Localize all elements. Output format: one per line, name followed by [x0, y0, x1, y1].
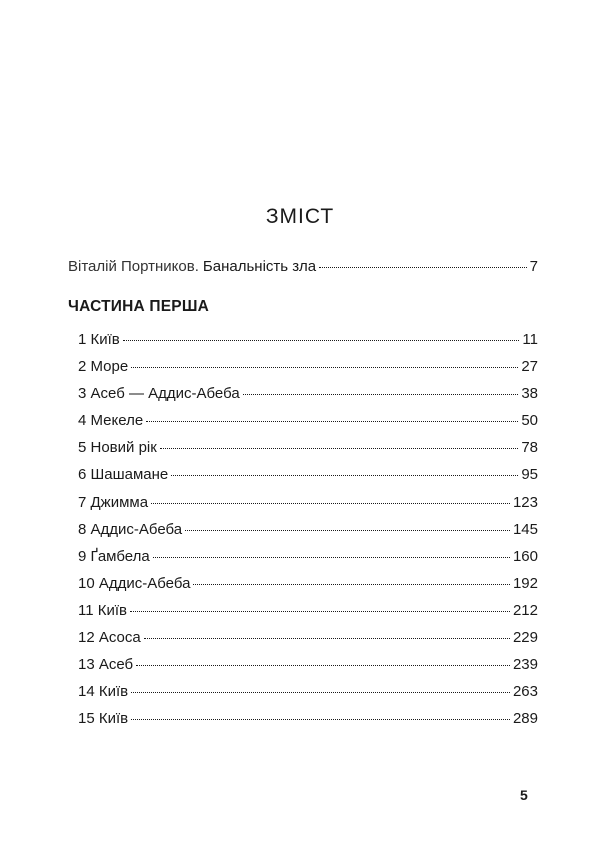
toc-chapter-entry[interactable] — [78, 520, 538, 540]
dot-leader — [131, 692, 510, 693]
section-title: ЧАСТИНА ПЕРША — [68, 298, 209, 315]
chapter-label: 1 Київ — [78, 331, 120, 348]
chapter-label: 7 Джимма — [78, 493, 149, 511]
dot-leader — [243, 394, 519, 395]
toc-chapter-entry[interactable] — [78, 465, 538, 485]
toc-chapter-entry[interactable] — [78, 330, 538, 350]
dot-leader — [153, 557, 510, 558]
dot-leader — [131, 367, 518, 368]
dot-leader — [319, 267, 527, 268]
chapter-page: 38 — [521, 385, 538, 403]
toc-chapter-entry[interactable] — [78, 547, 538, 567]
chapter-page: 239 — [512, 656, 538, 674]
foreword-author: Віталій Портников. — [68, 258, 199, 275]
chapter-page: 95 — [521, 466, 538, 484]
toc-chapter-entry[interactable] — [78, 574, 538, 594]
chapter-label: 15 Київ — [78, 710, 129, 728]
chapter-page: 212 — [512, 601, 538, 619]
dot-leader — [144, 638, 510, 639]
chapter-page: 263 — [512, 683, 538, 701]
toc-chapter-entry[interactable] — [78, 682, 538, 702]
chapter-label: 3 Асеб — Аддис-Абеба — [78, 385, 240, 403]
page-number: 5 — [520, 787, 528, 803]
foreword-title: Банальність зла — [202, 258, 317, 275]
chapter-page: 192 — [512, 574, 538, 592]
toc-chapter-entry[interactable] — [78, 384, 538, 404]
chapter-label: 10 Аддис-Абеба — [78, 574, 191, 592]
toc-chapter-entry[interactable] — [78, 357, 538, 377]
chapter-label: 5 Новий рік — [78, 439, 157, 457]
dot-leader — [130, 611, 510, 612]
foreword-page: 7 — [529, 258, 538, 275]
chapter-label: 8 Аддис-Абеба — [78, 520, 183, 538]
chapter-page: 11 — [522, 331, 538, 348]
chapter-label: 4 Мекеле — [78, 412, 144, 430]
chapter-page: 145 — [512, 520, 538, 538]
chapter-page: 50 — [521, 412, 538, 430]
toc-chapter-entry[interactable] — [78, 411, 538, 431]
dot-leader — [131, 719, 510, 720]
chapter-label: 14 Київ — [78, 683, 129, 701]
dot-leader — [193, 584, 510, 585]
chapter-label: 12 Асоса — [78, 629, 141, 647]
dot-leader — [146, 421, 518, 422]
toc-chapter-entry[interactable] — [78, 628, 538, 648]
dot-leader — [171, 475, 518, 476]
toc-chapter-entry[interactable] — [78, 438, 538, 458]
toc-foreword-entry[interactable] — [68, 257, 538, 277]
chapter-page: 160 — [512, 547, 538, 565]
toc-chapter-entry[interactable] — [78, 601, 538, 621]
chapter-page: 289 — [512, 710, 538, 728]
chapter-page: 27 — [521, 358, 538, 376]
chapter-list — [78, 330, 538, 736]
chapter-label: 13 Асеб — [78, 656, 134, 674]
chapter-page: 123 — [512, 493, 538, 511]
chapter-page: 78 — [521, 439, 538, 457]
dot-leader — [160, 448, 518, 449]
chapter-page: 229 — [512, 629, 538, 647]
chapter-label: 9 Ґамбела — [78, 547, 150, 565]
chapter-label: 11 Київ — [78, 601, 127, 619]
toc-chapter-entry[interactable] — [78, 655, 538, 675]
toc-chapter-entry[interactable] — [78, 709, 538, 729]
toc-title: ЗМІСТ — [265, 205, 335, 228]
dot-leader — [136, 665, 510, 666]
toc-chapter-entry[interactable] — [78, 493, 538, 513]
chapter-label: 2 Море — [78, 358, 129, 376]
chapter-label: 6 Шашамане — [78, 466, 169, 484]
dot-leader — [123, 340, 520, 341]
dot-leader — [185, 530, 510, 531]
dot-leader — [151, 503, 510, 504]
